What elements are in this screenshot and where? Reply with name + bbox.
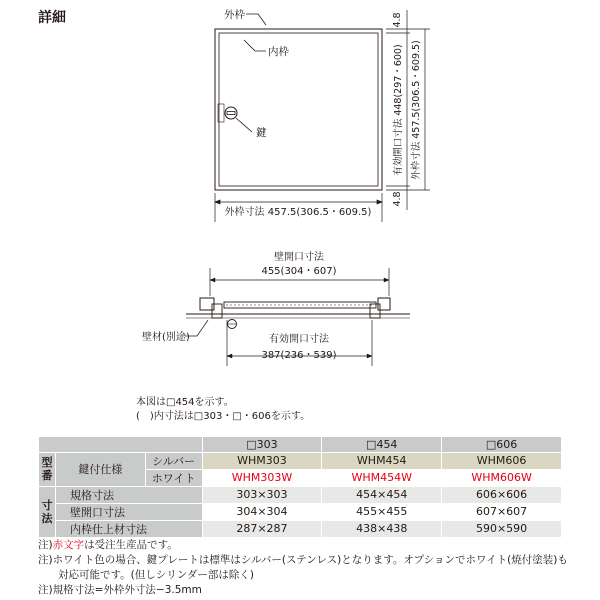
caption-line1: 本図は□454を示す。	[136, 397, 234, 408]
size-cell: 304×304	[202, 503, 322, 520]
silver-model-303: WHM303	[202, 452, 322, 469]
key-spec-label: 鍵付仕様	[55, 452, 145, 486]
note-1	[38, 538, 598, 553]
note-2-line1: 注)ホワイト色の場合、鍵プレートは標準はシルバー(ステンレス)となります。オプションでホワイト(焼付塗装)も	[38, 554, 568, 566]
edge-margin-top: 4.8	[392, 12, 403, 28]
spec-table	[38, 436, 562, 538]
inner-frame-label: 内枠	[268, 46, 289, 58]
size-cell: 454×454	[322, 486, 442, 503]
table-corner	[39, 437, 203, 453]
table-row-size-standard	[39, 486, 562, 503]
table-row-size-wall	[39, 503, 562, 520]
top-view	[215, 29, 382, 190]
leaders	[236, 14, 266, 132]
size-cell: 455×455	[322, 503, 442, 520]
white-model-606: WHM606W	[442, 469, 562, 486]
group-size: 寸法	[39, 486, 56, 537]
note-1-rest: は受注生産品です。	[84, 539, 178, 551]
silver-model-606: WHM606	[442, 452, 562, 469]
size-row-label: 内枠仕上材寸法	[55, 520, 202, 537]
size-cell: 606×606	[442, 486, 562, 503]
silver-model-454: WHM454	[322, 452, 442, 469]
size-cell: 438×438	[322, 520, 442, 537]
table-row-silver	[39, 452, 562, 469]
effective-opening-value: 387(236・539)	[261, 350, 337, 361]
edge-margin-bottom: 4.8	[392, 191, 403, 207]
wall-opening-value: 455(304・607)	[261, 266, 337, 277]
heading: 詳細	[38, 10, 66, 26]
size-row-label: 規格寸法	[55, 486, 202, 503]
note-prefix: 注)	[38, 539, 53, 551]
inner-frame	[219, 33, 378, 186]
white-model-454: WHM454W	[322, 469, 442, 486]
outer-frame	[215, 29, 382, 190]
size-row-label: 壁開口寸法	[55, 503, 202, 520]
note-red-text: 赤文字	[52, 539, 85, 551]
effective-opening-label: 有効開口寸法	[269, 334, 329, 345]
right-opening-dim-label: 有効開口寸法 448(297・600)	[393, 44, 404, 176]
caption-line2: ( )内寸法は□303・□・606を示す。	[136, 411, 311, 422]
white-model-303: WHM303W	[202, 469, 322, 486]
col-606: □606	[442, 437, 562, 453]
right-outer-dim-label: 外枠寸法 457.5(306.5・609.5)	[411, 40, 422, 180]
size-cell: 607×607	[442, 503, 562, 520]
col-454: □454	[322, 437, 442, 453]
outer-dim-label: 外枠寸法 457.5(306.5・609.5)	[224, 207, 372, 218]
size-cell: 287×287	[202, 520, 322, 537]
white-label: ホワイト	[145, 469, 202, 486]
col-303: □303	[202, 437, 322, 453]
wall-material-label: 壁材(別途)	[142, 332, 190, 343]
key-slot	[227, 112, 235, 115]
group-model: 型番	[39, 452, 56, 486]
table-header-row	[39, 437, 562, 453]
key-label: 鍵	[256, 127, 267, 139]
silver-label: シルバー	[145, 452, 202, 469]
size-cell: 590×590	[442, 520, 562, 537]
note-2-line2: 対応可能です。(但しシリンダー部は除く)	[58, 569, 254, 581]
outer-frame-label: 外枠	[224, 9, 245, 21]
wall-opening-label: 壁開口寸法	[274, 252, 324, 263]
table-row-size-inner	[39, 520, 562, 537]
size-cell: 303×303	[202, 486, 322, 503]
note-3: 注)規格寸法=外枠外寸法−3.5mm	[38, 584, 202, 596]
notes	[38, 538, 598, 598]
